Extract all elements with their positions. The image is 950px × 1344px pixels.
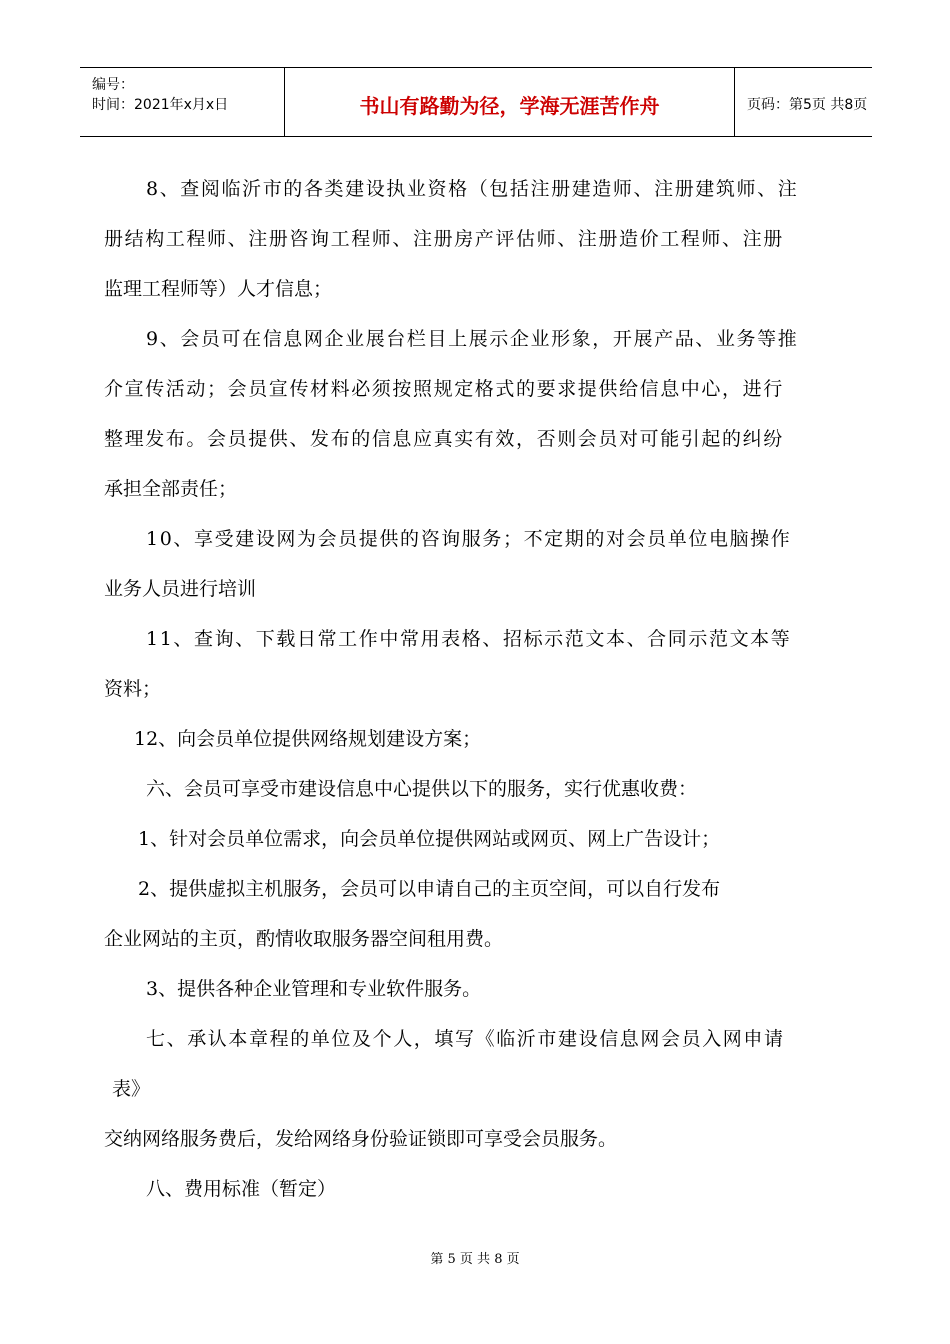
body-line: 9、会员可在信息网企业展台栏目上展示企业形象，开展产品、业务等推 <box>146 328 799 350</box>
header-page-label: 页码：第5页 共8页 <box>747 97 868 113</box>
body-line: 业务人员进行培训 <box>104 578 257 600</box>
body-line: 八、费用标准（暂定） <box>146 1178 337 1200</box>
body-line: 整理发布。会员提供、发布的信息应真实有效，否则会员对可能引起的纠纷 <box>104 428 784 450</box>
header-meta-cell <box>80 68 285 136</box>
header-motto: 书山有路勤为径，学海无涯苦作舟 <box>359 94 660 118</box>
body-line: 11、查询、下载日常工作中常用表格、招标示范文本、合同示范文本等 <box>146 628 792 650</box>
body-line: 2、提供虚拟主机服务，会员可以申请自己的主页空间，可以自行发布 <box>138 878 721 900</box>
body-line: 企业网站的主页，酌情收取服务器空间租用费。 <box>104 928 504 950</box>
document-time-label: 时间：2021年x月x日 <box>92 97 229 113</box>
body-line: 册结构工程师、注册咨询工程师、注册房产评估师、注册造价工程师、注册 <box>104 228 784 250</box>
body-line: 监理工程师等）人才信息； <box>104 278 333 300</box>
body-line: 承担全部责任； <box>104 478 238 500</box>
body-line: 介宣传活动；会员宣传材料必须按照规定格式的要求提供给信息中心，进行 <box>104 378 784 400</box>
body-line: 10、享受建设网为会员提供的咨询服务；不定期的对会员单位电脑操作 <box>146 528 792 550</box>
page-header <box>80 67 872 137</box>
body-line: 3、提供各种企业管理和专业软件服务。 <box>146 978 482 1000</box>
document-number-label: 编号： <box>92 77 134 93</box>
page-footer: 第 5 页 共 8 页 <box>430 1252 520 1267</box>
body-line: 表》 <box>112 1078 151 1100</box>
body-line: 12、向会员单位提供网络规划建设方案； <box>134 728 482 750</box>
header-motto-cell <box>285 68 735 136</box>
body-line: 七、承认本章程的单位及个人，填写《临沂市建设信息网会员入网申请 <box>146 1028 785 1050</box>
body-line: 资料； <box>104 678 162 700</box>
body-line: 六、会员可享受市建设信息中心提供以下的服务，实行优惠收费： <box>146 778 698 800</box>
body-line: 8、查阅临沂市的各类建设执业资格（包括注册建造师、注册建筑师、注 <box>146 178 799 200</box>
header-page-cell <box>735 68 872 136</box>
body-line: 交纳网络服务费后，发给网络身份验证锁即可享受会员服务。 <box>104 1128 618 1150</box>
body-line: 1、针对会员单位需求，向会员单位提供网站或网页、网上广告设计； <box>138 828 721 850</box>
